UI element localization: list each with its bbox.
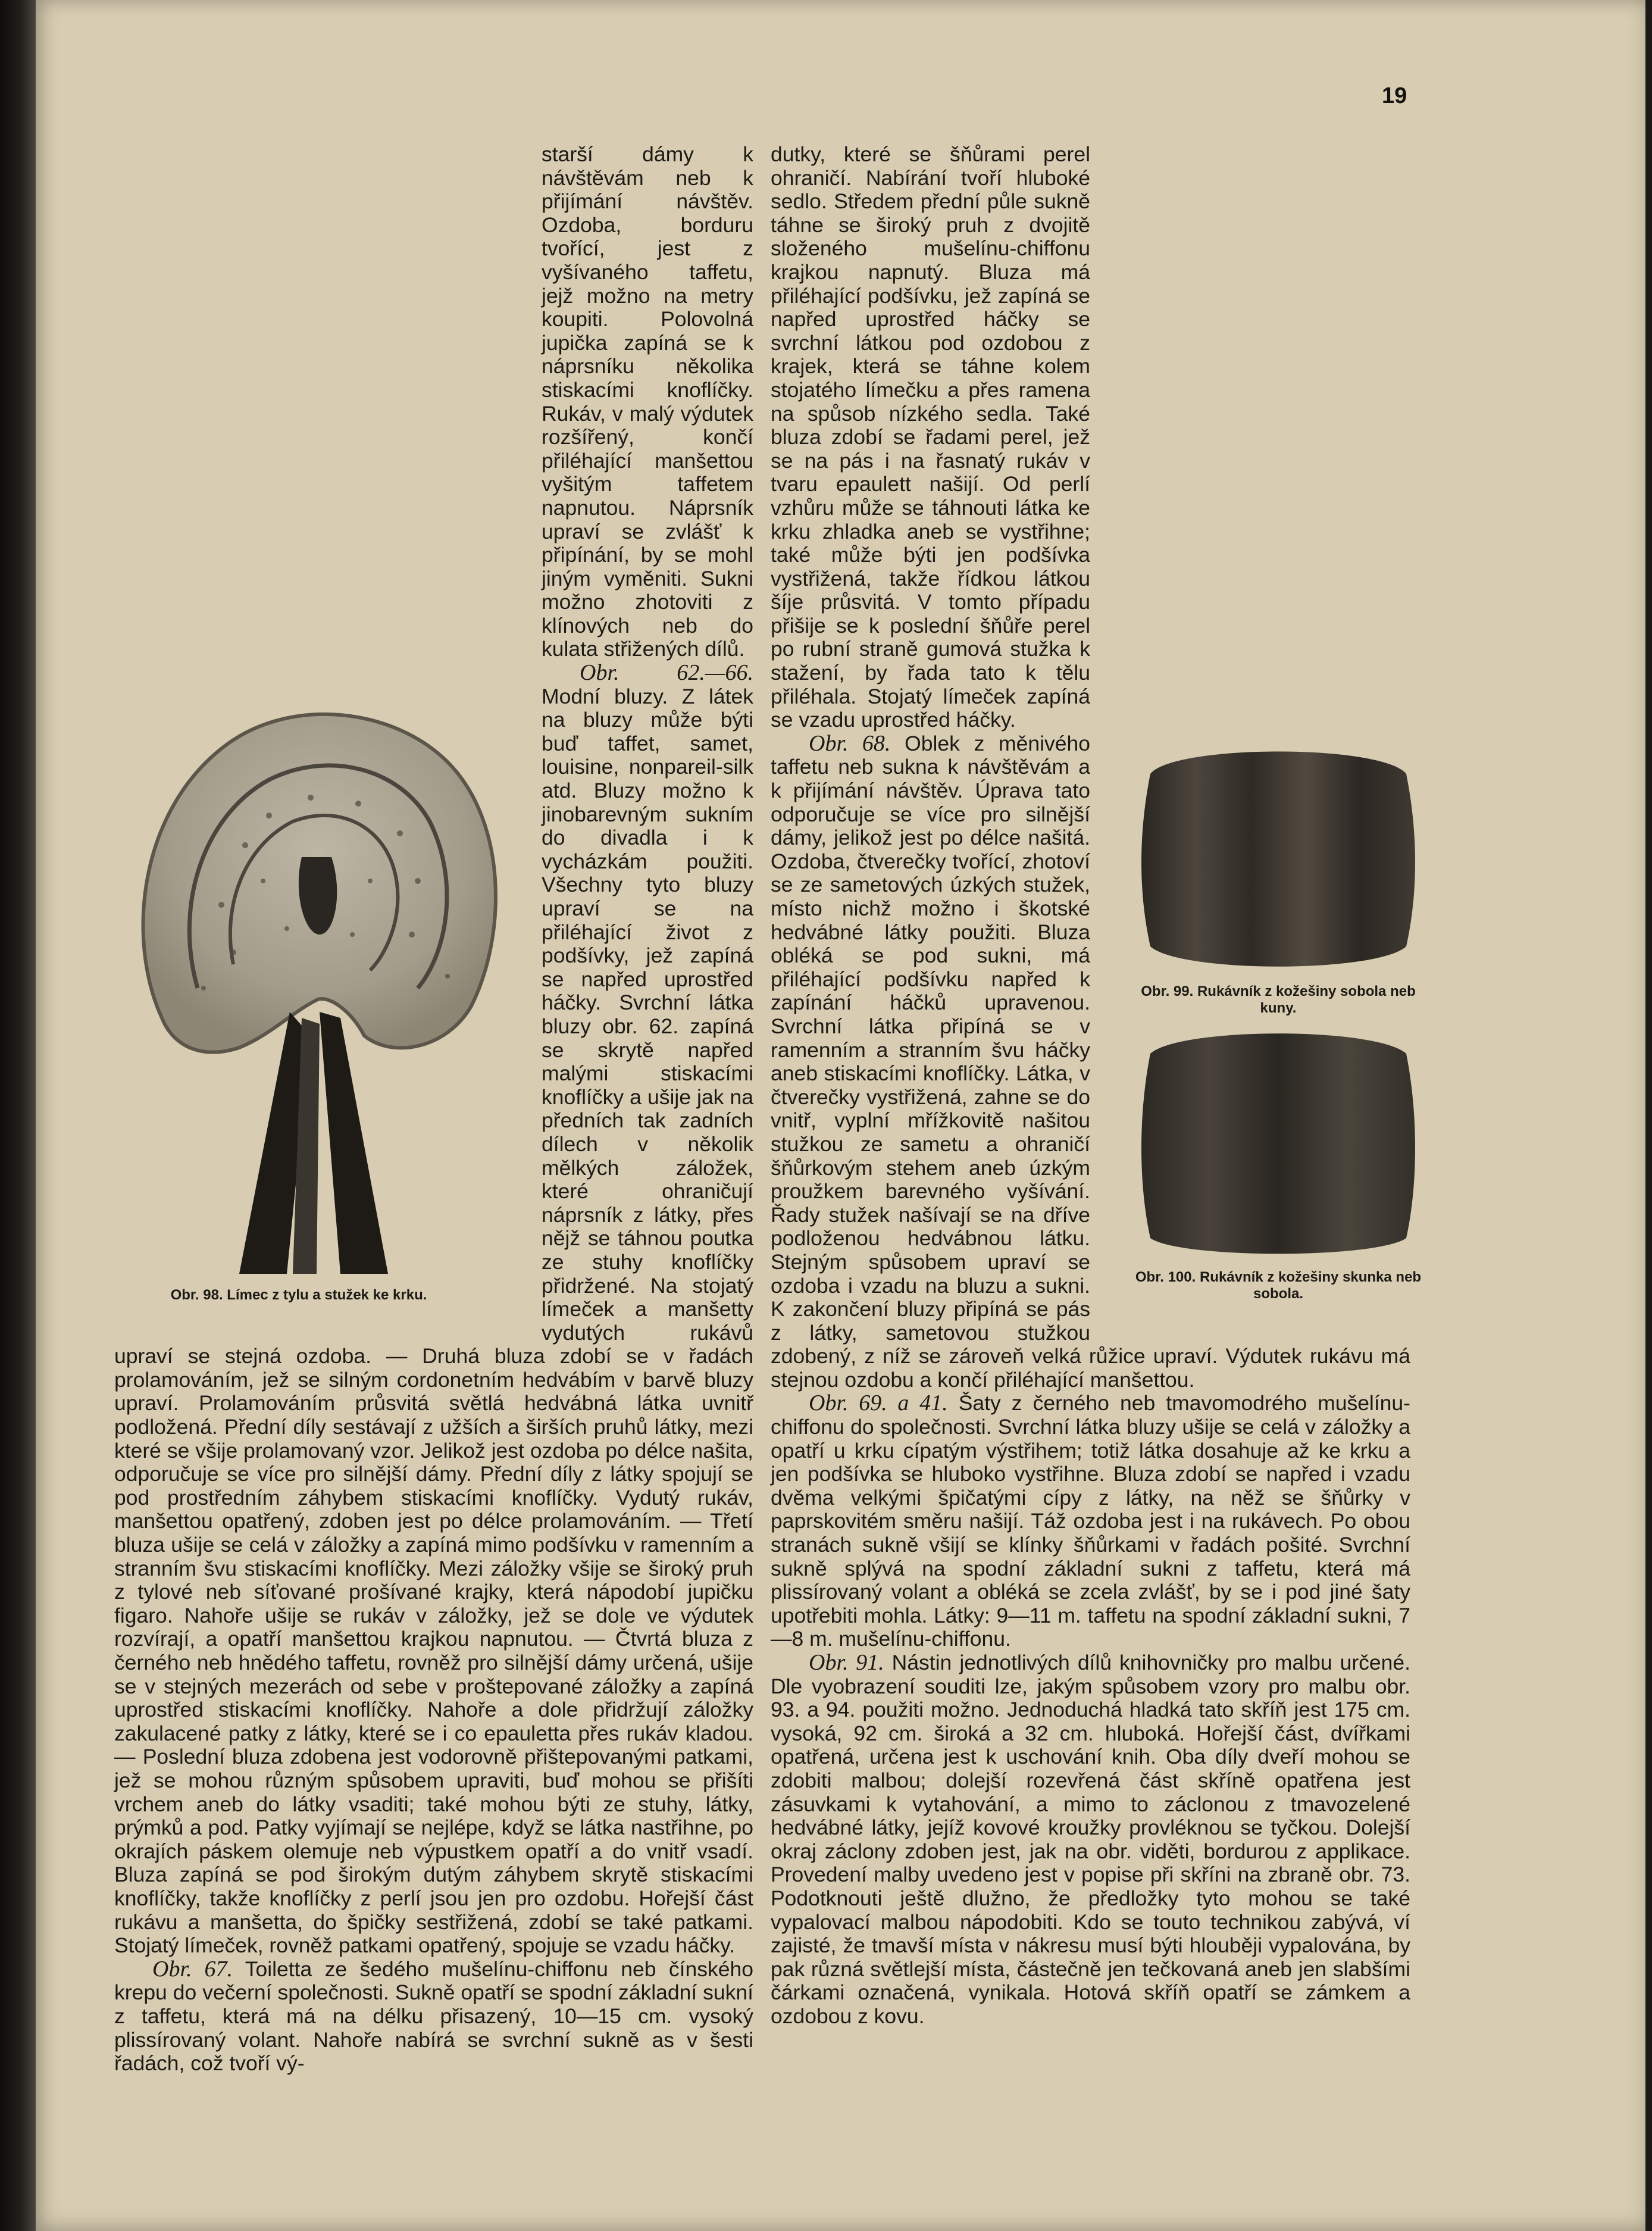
figure-100-caption: Obr. 100. Rukávník z kožešiny skunka neb sobola. [1135,1269,1422,1302]
right-paragraph-3-text: Šaty z černého neb tmavomodrého mušelínu-chiffonu do společnosti. Svrchní látka bluzy ušije se celá v záložky a opatří u krku cípatým výstřihem; totiž látka dosahuje až ke krku a jen podšívka se hluboko vystřihne. Bluza zdobí se napřed i vzadu dvěma velkými špičatými cípy z látky, na něž se šňůrky v paprskovitém směru našijí. Táž ozdoba jest i na rukávech. Po obou stranách sukně všijí se klínky šňůrkami v řadách pošité. Svrchní sukně splývá na spodní základní sukni z taffetu, která má plissírovaný volant a obléká se zcela zvlášť, by se i pod jiné šaty upotřebiti mohla. Látky: 9—11 m. taffetu na spodní základní sukni, 7—8 m. mušelínu-chiffonu. [771,1391,1410,1651]
figure-ref-68: Obr. 68. [809,730,891,756]
right-paragraph-3 [771,1392,1410,1651]
right-paragraph-2 [771,732,1410,1392]
figure-99-caption: Obr. 99. Rukávník z kožešiny sobola neb kuny. [1141,983,1416,1016]
page-number: 19 [1382,83,1407,108]
figure-98 [114,655,525,1327]
figure-ref-67: Obr. 67. [152,1956,233,1982]
collar-illustration [114,655,525,1298]
left-paragraph-2-text: Modní bluzy. Z látek na bluzy může býti buď taffet, samet, louisine, nonpareil-silk atd. Bluzy možno k jinobarevným sukním do divadla i k vycházkám použiti. Všechny tyto bluzy upraví se na přiléhající život z podšívky, jež zapíná se napřed uprostřed háčky. Svrchní látka bluzy obr. 62. zapíná se skrytě napřed malými stiskacími knoflíčky a ušije jak na předních tak zadních dílech v několik mělkých záložek, které ohraničují náprsník z látky, přes nějž se táhnou poutka ze stuhy knoflíčky přidržené. Na stojatý límeček a manšetty vydutých rukávů upraví se stejná ozdoba. — Druhá bluza zdobí se v řadách prolamováním, jež se silným cordonetním hedvábím v barvě bluzy upraví. Prolamováním průsvitá světlá hedvábná látka uvnitř podložená. Přední díly sestávají z užších a širších pruhů látky, mezi které se všije prolamovaný vzor. Jelikož jest ozdoba po délce našita, odporučuje se více pro silnější dámy. Přední díly z látky spojují se pod prostředním záhybem stiskacími knoflíčky. Vydutý rukáv, manšettou opatřený, zdoben jest po délce prolamováním. — Třetí bluza ušije se celá v záložky a zapíná mimo podšívku v ramenním a stranním švu stiskacími knoflíčky. Mezi záložky všije se široký pruh z tylové neb síťované prošívané krajky, která nápodobí jupičku figaro. Nahoře ušije se rukáv v záložky, jež se dole ve výdutek rozvírají, a opatří manšettou krajkou napnutou. — Čtvrtá bluza z černého neb hnědého taffetu, rovněž pro silnější dámy určená, ušije se v stejných mezerách od sebe v proštepované záložky a zapíná uprostřed stiskacími knoflíčky. Nahoře a dole přidržují záložky zakulacené patky z látky, které se i co epauletta přes rukáv kladou. — Poslední bluza zdobena jest vodorovně přištepovanými patkami, jež se mohou různým spůsobem upraviti, buď mohou se přišíti vrchem aneb do látky vsaditi; také mohou býti ze stuhy, látky, prýmků a pod. Patky vyjímají se nejlépe, když se látka nastřihne, po okrajích páskem olemuje neb výpustkem opatří a do vnitř vsadí. Bluza zapíná se pod širokým dutým záhybem skrytě stiskacími knoflíčky, takže knoflíčky z perlí jsou jen pro ozdobu. Hořejší část rukávu a manšetta, do špičky sestřižená, zdobí se také patkami. Stojatý límeček, rovněž patkami opatřený, spojuje se vzadu háčky. [114,684,753,1958]
figure-98-caption: Obr. 98. Límec z tylu a stužek ke krku. [170,1287,427,1303]
right-column [771,143,1410,2029]
right-paragraph-4 [771,1651,1410,2029]
right-paragraph-2-text: Oblek z měnivého taffetu neb sukna k návštěvám a k přijímání návštěv. Úprava tato odporučuje se více pro silnější dámy, jelikož jest po délce našitá. Ozdoba, čtverečky tvořící, zhotoví se ze sametových úzkých stužek, místo nichž možno i škotské hedvábné látky použiti. Bluza obléká se pod sukni, má přiléhající podšívku napřed k zapínání háčků upravenou. Svrchní látka připíná se v ramenním a stranním švu háčky aneb stiskacími knoflíčky. Látka, v čtverečky vystřižená, zahne se do vnitř, vyplní mřížkovitě našitou stužkou ze sametu a ohraničí šňůrkovým stehem aneb úzkým proužkem barevného vyšívání. Řady stužek našívají se na dříve podloženou hedvábnou látku. Stejným spůsobem upraví se ozdoba i vzadu na bluzu a sukni. K zakončení bluzy připíná se pás z látky, sametovou stužkou zdobený, z níž se zároveň velká růžice upraví. Výdutek rukávu má stejnou ozdobu a končí přiléhající manšettou. [771,731,1410,1392]
figure-ref-69-41: Obr. 69. a 41. [809,1391,948,1416]
page-right-edge [1645,0,1652,2231]
page-binding-edge [0,0,36,2231]
right-paragraph-1: dutky, které se šňůrami perel ohraničí. Nabírání tvoří hluboké sedlo. Středem přední půle sukně táhne se široký pruh z dvojitě složeného mušelínu-chiffonu krajkou napnutý. Bluza má přiléhající podšívku, jež zapíná se napřed uprostřed háčky se svrchní látkou pod ozdobou z krajek, která se táhne kolem stojatého límečku a přes ramena na spůsob nízkého sedla. Také bluza zdobí se řadami perel, jež se na pás i na řasnatý rukáv v tvaru epaulett našijí. Od perlí vzhůru může se táhnouti látka ke krku zhladka aneb se vystřihne; také může býti jen podšívka vystřižená, takže řídkou látkou šíje průsvitá. V tomto případu přišije se k poslední šňůře perel po rubní straně gumová stužka k stažení, by řada tato k tělu přiléhala. Stojatý límeček zapíná se vzadu uprostřed háčky. [771,142,1090,732]
left-paragraph-1: starší dámy k návštěvám neb k přijímání návštěv. Ozdoba, borduru tvořící, jest z vyšívaného taffetu, jejž možno na metry koupiti. Polovolná jupička zapíná se k náprsníku několika stiskacími knoflíčky. Rukáv, v malý výdutek rozšířený, končí přiléhající manšettou vyšitým taffetem napnutou. Náprsník upraví se zvlášť k připínání, by se mohl jiným vyměniti. Sukni možno zhotoviti z klínových neb do kulata střižených dílů. [542,142,753,661]
figure-ref-62-66: Obr. 62.—66. [580,660,753,686]
figure-ref-91: Obr. 91. [809,1650,884,1675]
right-paragraph-4-text: Nástin jednotlivých dílů knihovničky pro malbu určené. Dle vyobrazení souditi lze, jakým spůsobem vzory pro malbu obr. 93. a 94. použiti možno. Jednoduchá hladká tato skříň jest 175 cm. vysoká, 92 cm. široká a 32 cm. hluboká. Hořejší část, dvířkami opatřená, určena jest k uschování knih. Oba díly dveří mohou se zdobiti malbou; dolejší rozevřená část skříně opatřena jest zásuvkami k vytahování, a mimo to záclonou z tmavozelené hedvábné látky, jejíž kovové kroužky provléknou se tyčkou. Dolejší okraj záclony zdoben jest, jak na obr. viděti, bordurou z applikace. Provedení malby uvedeno jest v popise při skříni na zbraně obr. 73. Podotknouti ještě dlužno, že předložky tyto mohou se také vypalovací malbou nápodobiti. Kdo se touto technikou zabývá, ví zajisté, že tmavší místa v nákresu musí býti hlouběji vypalována, by pak různá světlejší místa, částečně jen tečkovaná aneb jen slabšími čárkami označená, vynikala. Hotová skříň opatří se zámkem a ozdobou z kovu. [771,1651,1410,2028]
left-paragraph-3 [114,1958,753,2076]
left-paragraph-3-text: Toiletta ze šedého mušelínu-chiffonu neb čínského krepu do večerní společnosti. Sukně opatří se spodní základní sukní z taffetu, která má na délku přisazený, 10—15 cm. vysoký plissírovaný volant. Nahoře nabírá se svrchní sukně as v šesti řadách, což tvoří vý- [114,1957,753,2076]
